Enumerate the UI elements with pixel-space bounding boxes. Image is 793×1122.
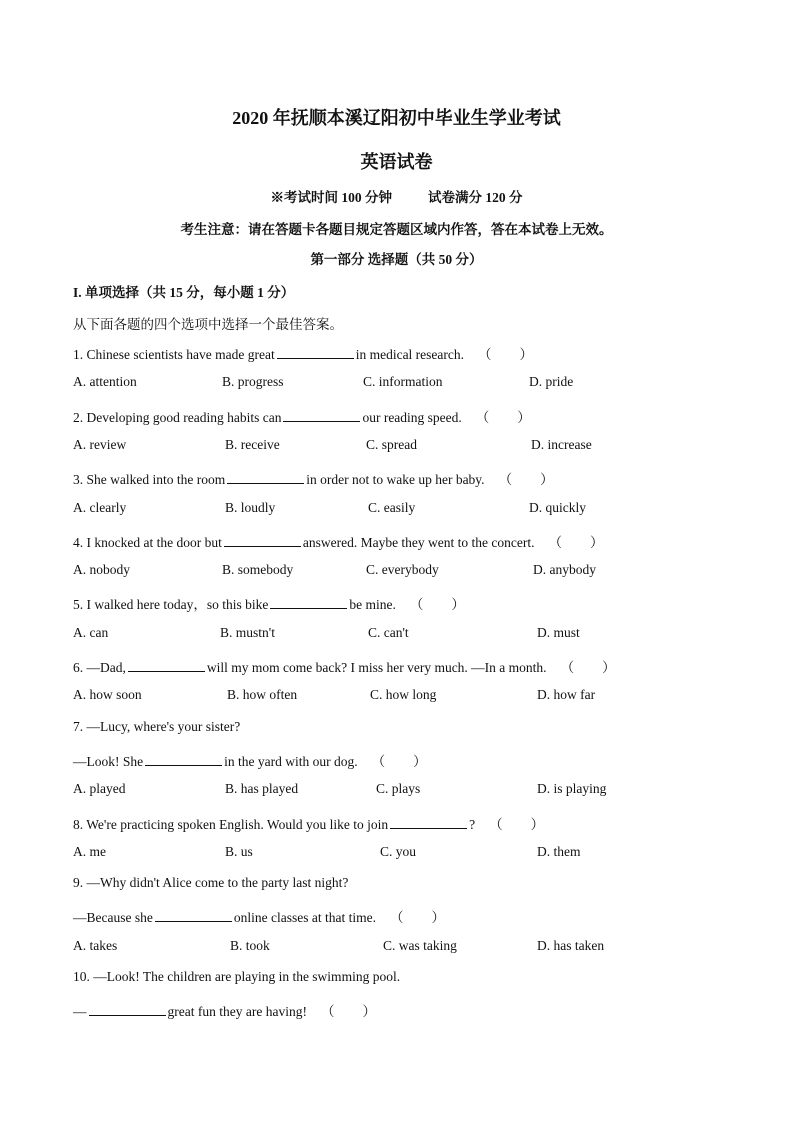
paren-close: ） <box>431 910 445 926</box>
paren-open: （ <box>489 816 503 832</box>
question-text-before: 1. Chinese scientists have made great <box>73 347 275 362</box>
question-text-before: 8. We're practicing spoken English. Would you like to join <box>73 816 389 832</box>
option-d: D. how far <box>537 687 596 703</box>
option-d: D. pride <box>529 374 574 390</box>
answer-blank <box>145 754 222 766</box>
answer-parentheses <box>549 531 604 551</box>
paren-close: ） <box>530 816 545 832</box>
paren-open: （ <box>389 910 404 926</box>
section-instruction: 从下面各题的四个选项中选择一个最佳答案。 <box>73 317 343 332</box>
question-text-after: answered. Maybe they went to the concert. <box>302 534 535 550</box>
paren-open: （ <box>498 472 513 488</box>
question-text <box>73 593 465 613</box>
option-c: C. can't <box>368 624 409 640</box>
question-text-before: 2. Developing good reading habits can <box>73 409 282 425</box>
question-text-after: online classes at that time. <box>233 910 376 926</box>
answer-blank <box>270 597 347 609</box>
option-c: C. plays <box>376 781 421 797</box>
question-text-after: great fun they are having! <box>167 1004 307 1020</box>
question-text-before: — <box>73 1004 87 1020</box>
paren-open: （ <box>409 597 424 613</box>
option-b: B. mustn't <box>220 624 275 640</box>
question-text <box>73 813 544 833</box>
option-c: C. easily <box>368 499 416 515</box>
question-text-after: our reading speed. <box>362 409 462 425</box>
exam-title: 2020 年抚顺本溪辽阳初中毕业生学业考试 <box>232 108 561 128</box>
answer-blank <box>227 472 304 484</box>
answer-parentheses <box>321 1000 376 1020</box>
question-text <box>73 406 531 426</box>
question-text-before: —Because she <box>73 910 153 926</box>
paren-close: ） <box>590 534 604 550</box>
question-text <box>73 1000 376 1020</box>
option-b: B. receive <box>225 436 280 452</box>
option-a: A. nobody <box>73 562 130 578</box>
question-stem: 7. —Lucy, where's your sister? <box>73 718 241 734</box>
answer-blank <box>155 910 232 922</box>
exam-notice: 考生注意：请在答题卡各题目规定答题区域内作答，答在本试卷上无效。 <box>180 222 613 237</box>
exam-subject: 英语试卷 <box>360 152 433 172</box>
option-c: C. information <box>363 374 443 390</box>
answer-parentheses <box>478 343 533 363</box>
option-a: A. played <box>73 781 126 797</box>
answer-blank <box>128 660 205 672</box>
option-c: C. how long <box>370 687 437 703</box>
question-text-after: in the yard with our dog. <box>224 753 358 769</box>
question-stem: 10. —Look! The children are playing in the swimming pool. <box>73 969 401 984</box>
option-a: A. clearly <box>73 499 127 515</box>
paren-open: （ <box>478 347 492 362</box>
paren-open: （ <box>371 753 386 769</box>
answer-parentheses <box>372 750 427 770</box>
answer-blank <box>224 535 301 547</box>
paren-close: ） <box>517 409 531 425</box>
paren-close: ） <box>362 1004 376 1020</box>
option-d: D. them <box>537 843 581 859</box>
question-text-before: 4. I knocked at the door but <box>73 534 222 550</box>
answer-blank <box>277 347 354 359</box>
option-a: A. how soon <box>73 687 142 703</box>
part-heading: 第一部分 选择题（共 50 分） <box>310 252 483 267</box>
option-d: D. quickly <box>529 499 586 515</box>
answer-parentheses <box>410 593 465 613</box>
section-heading: I. 单项选择（共 15 分，每小题 1 分） <box>73 285 295 300</box>
option-b: B. took <box>230 937 270 953</box>
question-text <box>73 468 554 488</box>
option-c: C. spread <box>366 436 417 452</box>
question-text-before: 3. She walked into the room <box>73 472 226 488</box>
option-b: B. loudly <box>225 499 276 515</box>
question-text-after: in order not to wake up her baby. <box>306 472 485 488</box>
option-c: C. you <box>380 843 417 859</box>
paren-close: ） <box>519 347 534 362</box>
answer-parentheses <box>390 906 445 926</box>
paren-close: ） <box>451 597 465 613</box>
option-d: D. has taken <box>537 937 605 953</box>
option-d: D. is playing <box>537 781 607 797</box>
option-b: B. has played <box>225 781 299 797</box>
question-text-after: be mine. <box>349 597 396 613</box>
option-a: A. can <box>73 624 109 640</box>
question-text <box>73 750 427 770</box>
option-c: C. was taking <box>383 937 457 953</box>
paren-close: ） <box>540 472 554 488</box>
question-text <box>73 656 616 676</box>
answer-parentheses <box>561 656 616 676</box>
option-b: B. us <box>225 843 253 859</box>
question-stem: 9. —Why didn't Alice come to the party last night? <box>73 875 349 891</box>
answer-blank <box>390 817 467 829</box>
answer-parentheses <box>476 406 531 426</box>
paren-open: （ <box>560 660 575 675</box>
question-text-after: in medical research. <box>355 347 465 362</box>
option-b: B. progress <box>222 374 284 390</box>
answer-parentheses <box>489 813 544 833</box>
question-text-after: ? <box>469 816 476 832</box>
paren-open: （ <box>320 1004 335 1020</box>
option-d: D. increase <box>531 436 592 452</box>
option-a: A. me <box>73 843 106 859</box>
question-text-before: 5. I walked here today，so this bike <box>73 597 269 613</box>
option-b: B. somebody <box>222 562 294 578</box>
option-c: C. everybody <box>366 562 439 578</box>
paren-close: ） <box>602 660 616 675</box>
question-text <box>73 906 445 926</box>
option-a: A. review <box>73 436 127 452</box>
question-text <box>73 343 533 363</box>
paren-open: （ <box>475 409 490 425</box>
option-d: D. anybody <box>533 562 596 578</box>
exam-time: ※考试时间 100 分钟 <box>270 190 392 205</box>
option-a: A. attention <box>73 374 137 390</box>
exam-info <box>0 186 793 206</box>
option-d: D. must <box>537 624 580 640</box>
option-a: A. takes <box>73 937 118 953</box>
answer-blank <box>283 410 360 422</box>
question-text <box>73 531 604 551</box>
answer-parentheses <box>499 468 554 488</box>
question-text-before: 6. —Dad, <box>73 660 126 675</box>
answer-blank <box>89 1004 166 1016</box>
question-text-before: —Look! She <box>73 753 144 769</box>
option-b: B. how often <box>227 687 298 703</box>
paren-open: （ <box>548 534 563 550</box>
exam-score: 试卷满分 120 分 <box>428 190 523 205</box>
paren-close: ） <box>413 753 427 769</box>
question-text-after: will my mom come back? I miss her very much. —In a month. <box>206 660 547 675</box>
